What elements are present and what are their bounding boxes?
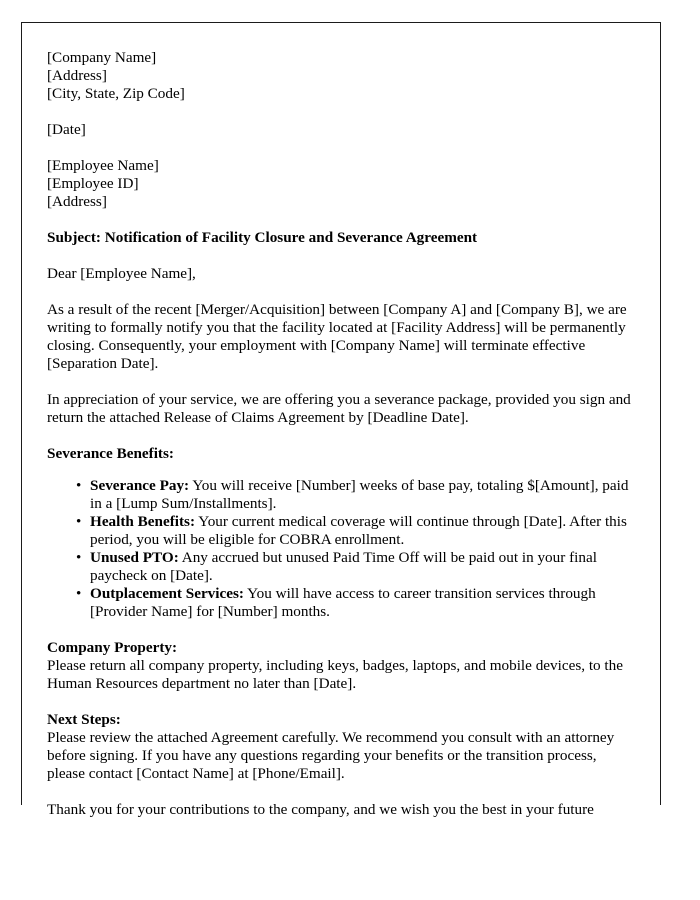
spacer-after-sender	[47, 103, 635, 121]
spacer-after-next-steps	[47, 783, 635, 801]
salutation: Dear [Employee Name],	[47, 265, 196, 282]
benefit-description: You will receive [Number] weeks of base pay, totaling $[Amount], paid in a [Lump Sum/Installments].	[90, 477, 629, 512]
next-steps-paragraph: Please review the attached Agreement carefully. We recommend you consult with an attorney before signing. If you have any questions regarding your benefits or the transition process, please contact [Contact Name] at [Phone/Email].	[47, 729, 615, 782]
company-property-heading: Company Property:	[47, 639, 178, 656]
sender-city-state-zip: [City, State, Zip Code]	[47, 85, 185, 102]
sender-company-name: [Company Name]	[47, 49, 157, 66]
benefit-term: Outplacement Services:	[90, 585, 244, 602]
subject-line: Subject: Notification of Facility Closure and Severance Agreement	[47, 229, 478, 246]
list-item	[47, 477, 635, 513]
date-line: [Date]	[47, 121, 86, 138]
spacer-after-opening	[47, 373, 635, 391]
letter-page	[21, 22, 661, 818]
list-item	[47, 585, 635, 621]
sender-address-block	[47, 49, 635, 103]
sender-address: [Address]	[47, 67, 107, 84]
recipient-employee-id: [Employee ID]	[47, 175, 139, 192]
benefit-term: Severance Pay:	[90, 477, 190, 494]
spacer-after-recipient	[47, 211, 635, 229]
spacer-after-company-property	[47, 693, 635, 711]
next-steps-heading: Next Steps:	[47, 711, 121, 728]
severance-intro-paragraph: In appreciation of your service, we are offering you a severance package, provided you sign and return the attached Release of Claims Agreement by [Deadline Date].	[47, 391, 631, 426]
spacer-after-date	[47, 139, 635, 157]
benefit-description: Your current medical coverage will continue through [Date]. After this period, you will be eligible for COBRA enrollment.	[90, 513, 627, 548]
letter-body	[47, 49, 635, 819]
benefit-description: Any accrued but unused Paid Time Off will be paid out in your final paycheck on [Date].	[90, 549, 597, 584]
opening-paragraph: As a result of the recent [Merger/Acquisition] between [Company A] and [Company B], we are writing to formally notify you that the facility located at [Facility Address] will be permanently closing. Consequently, your employment with [Company Name] will terminate effective [Separation Date].	[47, 301, 627, 372]
benefit-term: Health Benefits:	[90, 513, 196, 530]
closing-paragraph: Thank you for your contributions to the company, and we wish you the best in your future	[47, 801, 594, 818]
bullet-point-icon: •	[76, 477, 82, 494]
company-property-paragraph: Please return all company property, including keys, badges, laptops, and mobile devices, to the Human Resources department no later than [Date].	[47, 657, 623, 692]
spacer-before-benefits-list	[47, 463, 635, 477]
spacer-after-severance-intro	[47, 427, 635, 445]
recipient-address-block	[47, 157, 635, 211]
benefit-term: Unused PTO:	[90, 549, 179, 566]
recipient-address: [Address]	[47, 193, 107, 210]
severance-benefits-list	[47, 477, 635, 621]
recipient-employee-name: [Employee Name]	[47, 157, 159, 174]
spacer-after-salutation	[47, 283, 635, 301]
list-item	[47, 549, 635, 585]
spacer-after-subject	[47, 247, 635, 265]
benefit-description: You will have access to career transition services through [Provider Name] for [Number] months.	[90, 585, 596, 620]
bullet-point-icon: •	[76, 549, 82, 566]
spacer-after-benefits-list	[47, 621, 635, 639]
severance-benefits-heading: Severance Benefits:	[47, 445, 174, 462]
bullet-point-icon: •	[76, 513, 82, 530]
list-item	[47, 513, 635, 549]
bullet-point-icon: •	[76, 585, 82, 602]
